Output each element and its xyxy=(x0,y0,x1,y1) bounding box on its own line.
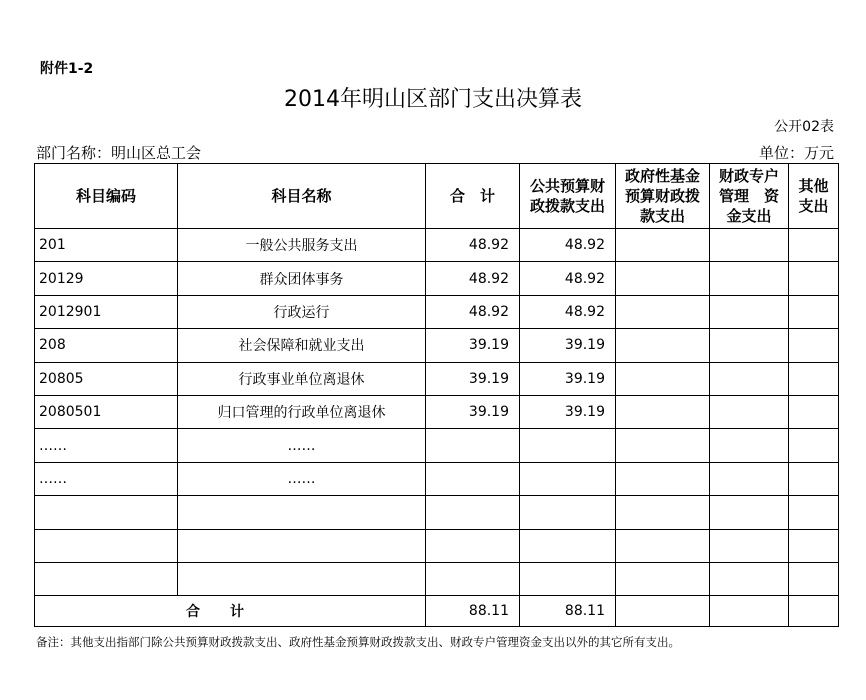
cell-code: …… xyxy=(35,462,178,495)
cell-code xyxy=(35,529,178,562)
expenditure-table xyxy=(34,163,839,627)
cell-public: 48.92 xyxy=(520,295,616,328)
table-row xyxy=(35,295,839,328)
cell-name xyxy=(178,496,426,529)
cell-other xyxy=(789,229,839,262)
cell-other xyxy=(789,462,839,495)
col-header-code: 科目编码 xyxy=(35,164,178,229)
cell-name: 行政事业单位离退休 xyxy=(178,362,426,395)
cell-public: 39.19 xyxy=(520,329,616,362)
cell-name: 社会保障和就业支出 xyxy=(178,329,426,362)
cell-public: 39.19 xyxy=(520,395,616,428)
cell-other xyxy=(789,562,839,595)
cell-other xyxy=(789,395,839,428)
total-row xyxy=(35,596,839,627)
cell-public xyxy=(520,462,616,495)
cell-other xyxy=(789,429,839,462)
table-row xyxy=(35,329,839,362)
cell-total xyxy=(426,429,520,462)
table-header-row xyxy=(35,164,839,229)
table-row xyxy=(35,562,839,595)
cell-fund xyxy=(616,362,710,395)
cell-public xyxy=(520,496,616,529)
cell-public xyxy=(520,529,616,562)
cell-other xyxy=(789,529,839,562)
department-name: 部门名称：明山区总工会 xyxy=(36,144,202,162)
col-header-name: 科目名称 xyxy=(178,164,426,229)
table-row xyxy=(35,229,839,262)
table-row xyxy=(35,262,839,295)
cell-other xyxy=(789,262,839,295)
total-row-fund xyxy=(616,596,710,627)
cell-public: 39.19 xyxy=(520,362,616,395)
cell-name: 行政运行 xyxy=(178,295,426,328)
cell-public: 48.92 xyxy=(520,229,616,262)
cell-code: 20805 xyxy=(35,362,178,395)
cell-fund xyxy=(616,529,710,562)
cell-fund xyxy=(616,429,710,462)
cell-code: 20129 xyxy=(35,262,178,295)
cell-name: …… xyxy=(178,462,426,495)
page-title: 2014年明山区部门支出决算表 xyxy=(284,87,582,112)
table-row xyxy=(35,362,839,395)
cell-special xyxy=(710,562,789,595)
cell-total xyxy=(426,462,520,495)
cell-fund xyxy=(616,229,710,262)
cell-code: 2012901 xyxy=(35,295,178,328)
cell-total: 48.92 xyxy=(426,262,520,295)
cell-public: 48.92 xyxy=(520,262,616,295)
cell-total: 48.92 xyxy=(426,295,520,328)
cell-fund xyxy=(616,262,710,295)
cell-fund xyxy=(616,395,710,428)
cell-special xyxy=(710,362,789,395)
cell-special xyxy=(710,329,789,362)
cell-code: 208 xyxy=(35,329,178,362)
table-row xyxy=(35,395,839,428)
cell-name: …… xyxy=(178,429,426,462)
total-row-public: 88.11 xyxy=(520,596,616,627)
cell-other xyxy=(789,329,839,362)
unit-label: 单位：万元 xyxy=(758,144,834,162)
cell-code: 2080501 xyxy=(35,395,178,428)
attachment-label: 附件1-2 xyxy=(40,61,94,77)
cell-fund xyxy=(616,496,710,529)
cell-fund xyxy=(616,295,710,328)
cell-code xyxy=(35,562,178,595)
cell-total: 39.19 xyxy=(426,329,520,362)
cell-special xyxy=(710,395,789,428)
footnote: 备注：其他支出指部门除公共预算财政拨款支出、政府性基金预算财政拨款支出、财政专户管理资金支出以外的其它所有支出。 xyxy=(36,635,680,649)
cell-code: 201 xyxy=(35,229,178,262)
cell-public xyxy=(520,562,616,595)
cell-name: 归口管理的行政单位离退休 xyxy=(178,395,426,428)
cell-special xyxy=(710,262,789,295)
cell-special xyxy=(710,529,789,562)
cell-code: …… xyxy=(35,429,178,462)
col-header-special-account: 财政专户管理 资金支出 xyxy=(710,164,789,229)
cell-name xyxy=(178,562,426,595)
cell-fund xyxy=(616,462,710,495)
cell-total xyxy=(426,562,520,595)
cell-special xyxy=(710,462,789,495)
table-row xyxy=(35,529,839,562)
cell-special xyxy=(710,429,789,462)
cell-other xyxy=(789,362,839,395)
total-row-other xyxy=(789,596,839,627)
form-number: 公开02表 xyxy=(774,119,834,135)
cell-public xyxy=(520,429,616,462)
cell-total: 39.19 xyxy=(426,362,520,395)
col-header-other: 其他支出 xyxy=(789,164,839,229)
total-row-label: 合计 xyxy=(35,596,426,627)
total-row-total: 88.11 xyxy=(426,596,520,627)
cell-total: 39.19 xyxy=(426,395,520,428)
table-row xyxy=(35,496,839,529)
cell-total xyxy=(426,496,520,529)
cell-special xyxy=(710,295,789,328)
col-header-public-budget: 公共预算财政拨款支出 xyxy=(520,164,616,229)
cell-name: 群众团体事务 xyxy=(178,262,426,295)
table-row xyxy=(35,462,839,495)
cell-other xyxy=(789,295,839,328)
cell-name: 一般公共服务支出 xyxy=(178,229,426,262)
cell-total: 48.92 xyxy=(426,229,520,262)
cell-other xyxy=(789,496,839,529)
total-row-special xyxy=(710,596,789,627)
cell-fund xyxy=(616,329,710,362)
col-header-gov-fund: 政府性基金预算财政拨款支出 xyxy=(616,164,710,229)
table-row xyxy=(35,429,839,462)
col-header-total: 合 计 xyxy=(426,164,520,229)
cell-name xyxy=(178,529,426,562)
cell-special xyxy=(710,229,789,262)
cell-special xyxy=(710,496,789,529)
cell-total xyxy=(426,529,520,562)
cell-fund xyxy=(616,562,710,595)
cell-code xyxy=(35,496,178,529)
